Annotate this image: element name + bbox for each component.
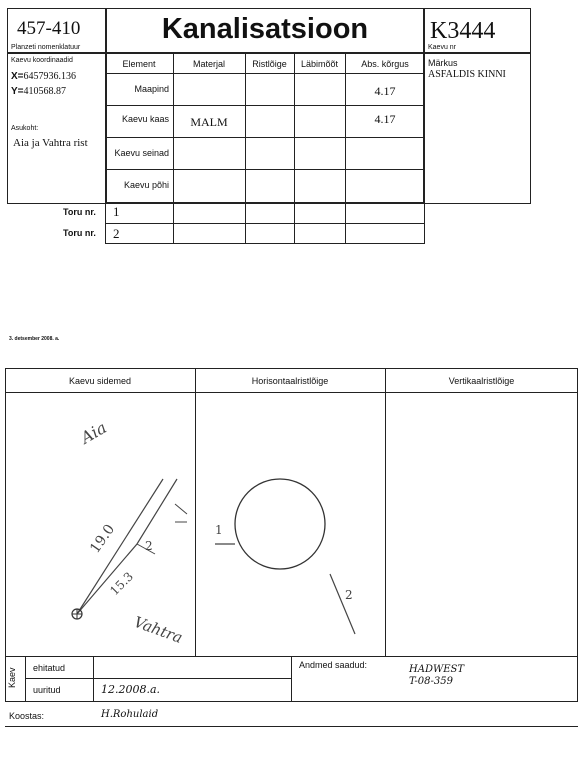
horizontal-sketch xyxy=(195,394,385,656)
row-element-0: Maapind xyxy=(134,84,169,94)
well-circle xyxy=(235,479,325,569)
top-card xyxy=(7,8,531,244)
author-value: H.Rohulaid xyxy=(101,709,159,720)
grid-v1 xyxy=(173,52,174,244)
data-value-1: HADWEST xyxy=(409,664,465,675)
pipe-label-2: Toru nr. xyxy=(63,228,96,238)
pipe-label-1: Toru nr. xyxy=(63,207,96,217)
well-no-value: K3444 xyxy=(430,18,496,44)
row-material-1: MALM xyxy=(190,115,228,129)
ties-sketch xyxy=(5,394,195,656)
bottom-footer-mid xyxy=(25,678,291,679)
author-label: Koostas: xyxy=(9,711,45,721)
row-element-3: Kaevu põhi xyxy=(123,180,169,190)
coords-label: Kaevu koordinaadid xyxy=(11,57,73,64)
col-horizontal: Horisontaalristlõige xyxy=(251,376,329,386)
grid-h0 xyxy=(105,73,425,74)
date-text: 3. detsember 2008. a. xyxy=(9,336,60,342)
x-value: 6457936.136 xyxy=(23,71,77,82)
kaev-label: Kaev xyxy=(7,667,17,688)
dim-2: 2 xyxy=(145,539,153,553)
grid-v3 xyxy=(294,52,295,244)
nomenclature-value: 457-410 xyxy=(17,18,81,39)
col-ties: Kaevu sidemed xyxy=(68,376,132,386)
built-label: ehitatud xyxy=(33,663,66,673)
bottom-footer-v2 xyxy=(291,656,292,702)
bottom-footer-v3 xyxy=(93,656,94,702)
grid-v4 xyxy=(345,52,346,244)
col-cross: Ristlõige xyxy=(252,59,287,69)
x-label: X= xyxy=(11,71,24,82)
grid-v2 xyxy=(245,52,246,244)
pipe-2-line xyxy=(330,574,355,634)
col-vertical: Vertikaalristlõige xyxy=(448,376,515,386)
surveyed-label: uuritud xyxy=(33,685,61,695)
notes-label: Märkus xyxy=(428,58,458,68)
bottom-header-line xyxy=(5,392,578,393)
grid-h1 xyxy=(105,105,425,106)
bottom-v2 xyxy=(385,368,386,656)
grid-h3 xyxy=(105,169,425,170)
street-vahtra: Vahtra xyxy=(131,612,185,647)
row-element-2: Kaevu seinad xyxy=(114,148,169,158)
pipe-value-1: 1 xyxy=(113,204,120,219)
dim-19: 19.0 xyxy=(87,521,119,557)
bottom-card xyxy=(5,368,578,730)
location-label: Asukoht: xyxy=(11,125,39,132)
data-label: Andmed saadud: xyxy=(299,660,368,670)
y-value: 410568.87 xyxy=(23,86,67,97)
pipe-value-2: 2 xyxy=(113,226,120,241)
col-material: Materjal xyxy=(192,59,225,69)
pipe-1-label: 1 xyxy=(215,523,223,537)
x-coord xyxy=(11,71,76,82)
grid-h2 xyxy=(105,137,425,138)
row-abs-1: 4.17 xyxy=(374,112,396,126)
page-title: Kanalisatsioon xyxy=(161,13,369,45)
well-no-label: Kaevu nr xyxy=(428,44,457,51)
dim-15: 15.3 xyxy=(107,569,137,599)
location-value: Aia ja Vahtra rist xyxy=(13,137,88,149)
col-abs: Abs. kõrgus xyxy=(361,59,409,69)
row-element-1: Kaevu kaas xyxy=(121,114,169,124)
y-label: Y= xyxy=(11,86,24,97)
surveyed-value: 12.2008.a. xyxy=(101,683,161,696)
y-coord xyxy=(11,86,66,97)
tie-line-4 xyxy=(175,504,187,522)
pipe-2-label: 2 xyxy=(345,588,353,602)
bottom-footer-v1 xyxy=(25,656,26,702)
row-abs-0: 4.17 xyxy=(374,84,396,98)
grid-h5 xyxy=(105,223,425,224)
nomenclature-label: Planzeti nomenklatuur xyxy=(11,44,81,51)
col-diam: Läbimõõt xyxy=(300,59,339,69)
street-aia: Aia xyxy=(77,417,110,448)
data-value-2: T-08-359 xyxy=(409,676,453,687)
col-element: Element xyxy=(122,59,156,69)
notes-value: ASFALDIS KINNI xyxy=(428,69,506,80)
author-underline xyxy=(5,726,578,727)
